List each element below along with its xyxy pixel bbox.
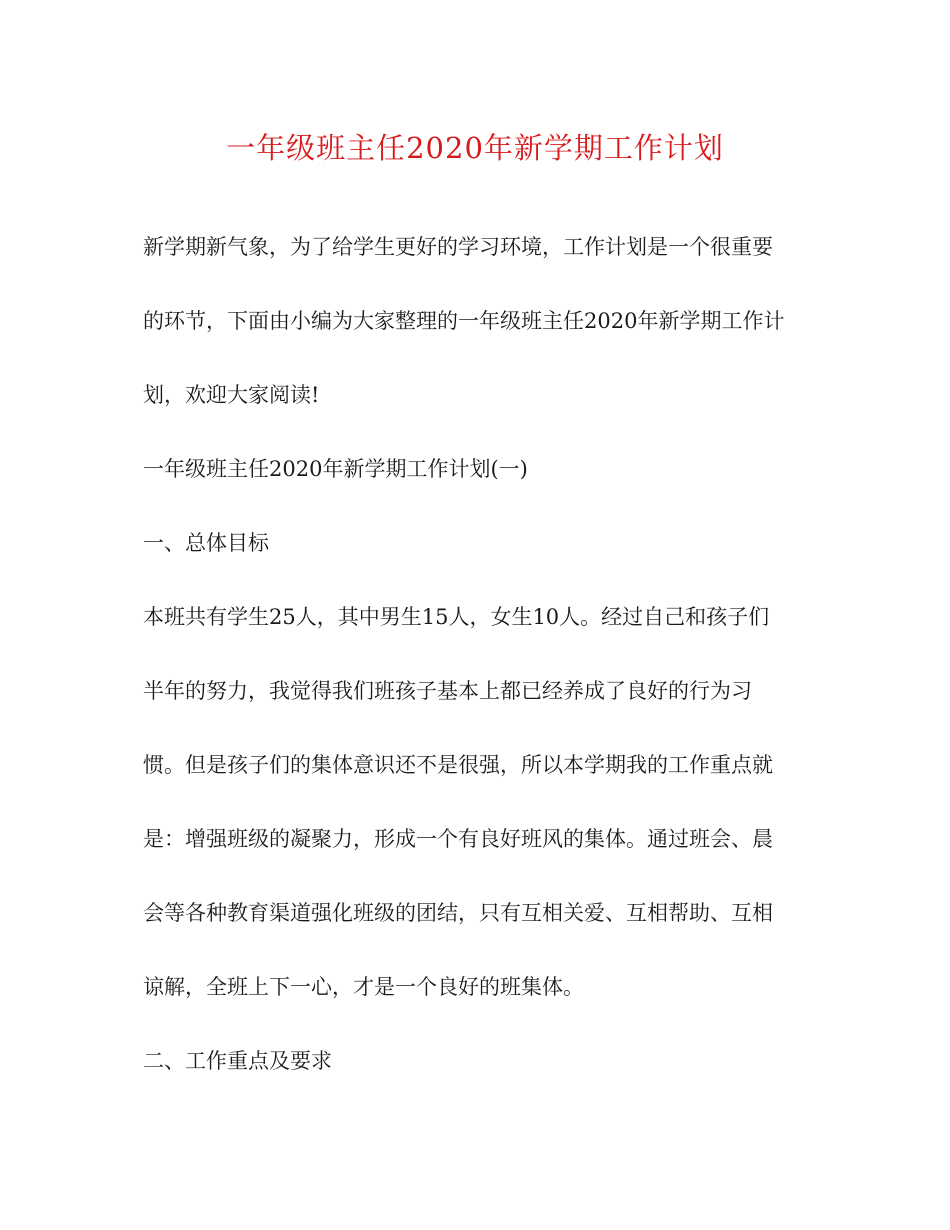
intro-line-3: 划，欢迎大家阅读!: [143, 383, 320, 407]
paragraph-line-5: 会等各种教育渠道强化班级的团结，只有互相关爱、互相帮助、互相: [143, 901, 773, 925]
heading-work-focus: 二、工作重点及要求: [143, 1049, 332, 1073]
paragraph-line-3: 惯。但是孩子们的集体意识还不是很强，所以本学期我的工作重点就: [143, 753, 773, 777]
intro-line-1: 新学期新气象，为了给学生更好的学习环境，工作计划是一个很重要: [143, 235, 773, 259]
document-body: [143, 210, 813, 1098]
paragraph-line-1: 本班共有学生25人，其中男生15人，女生10人。经过自己和孩子们: [143, 605, 770, 629]
heading-overall-goals: 一、总体目标: [143, 531, 269, 555]
paragraph-line-4: 是：增强班级的凝聚力，形成一个有良好班风的集体。通过班会、晨: [143, 827, 773, 851]
section-title: 一年级班主任2020年新学期工作计划(一): [143, 457, 528, 481]
paragraph-line-6: 谅解，全班上下一心，才是一个良好的班集体。: [143, 975, 584, 999]
paragraph-line-2: 半年的努力，我觉得我们班孩子基本上都已经养成了良好的行为习: [143, 679, 752, 703]
intro-line-2: 的环节，下面由小编为大家整理的一年级班主任2020年新学期工作计: [143, 309, 785, 333]
document-title: 一年级班主任2020年新学期工作计划: [226, 131, 724, 165]
